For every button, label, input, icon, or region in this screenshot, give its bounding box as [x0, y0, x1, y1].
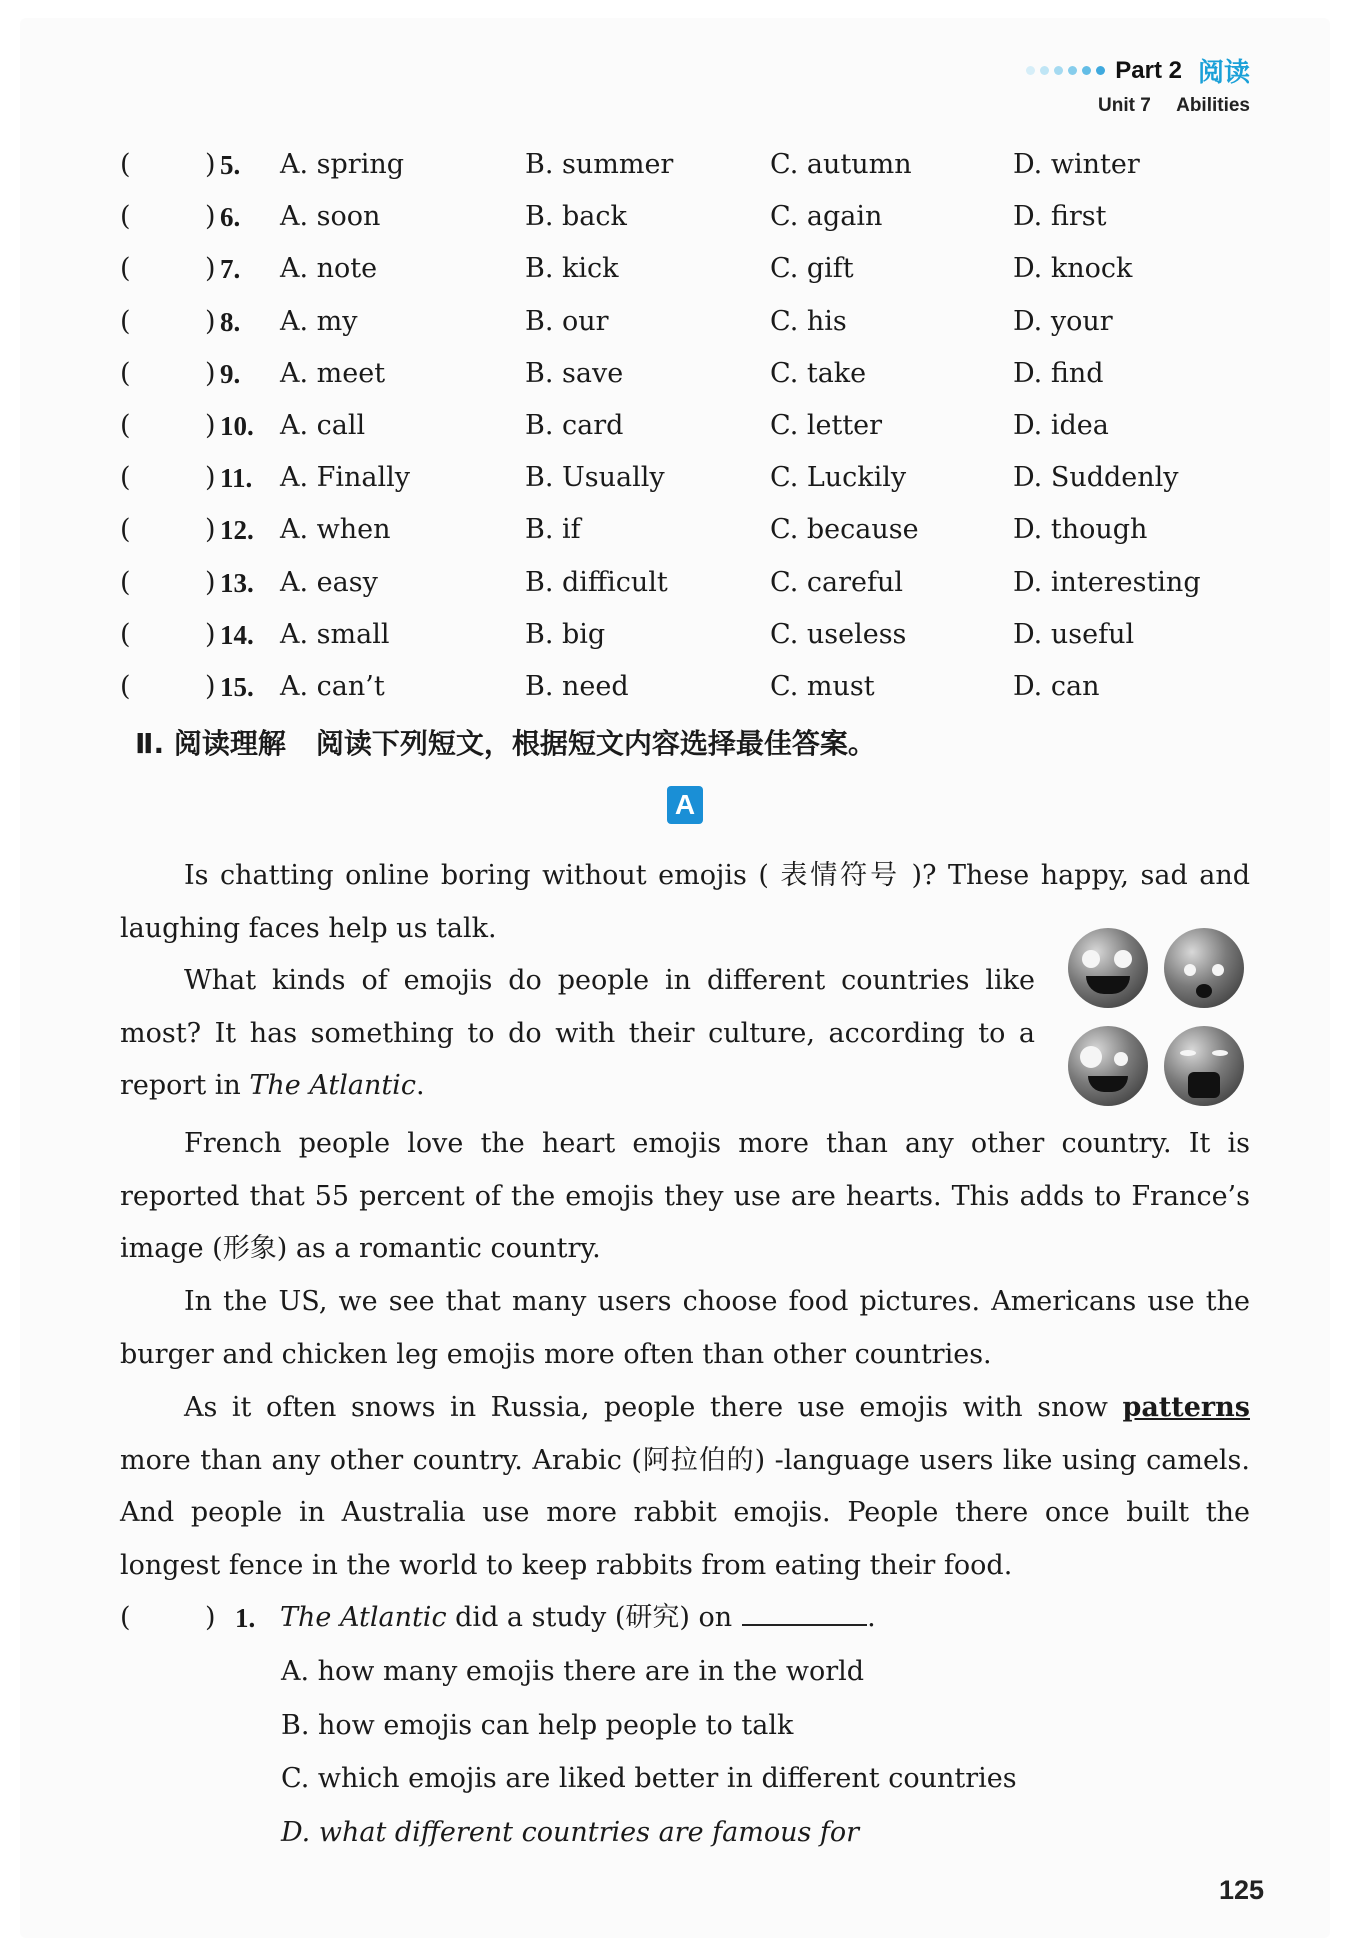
question-stem: The Atlantic did a study (研究) on . — [280, 1598, 876, 1638]
option-b: B. Usually — [525, 462, 665, 494]
option-c: C. his — [770, 305, 847, 337]
part-label: Part 2 — [1115, 56, 1182, 84]
vomiting-face-emoji-icon — [1164, 1026, 1244, 1106]
section-label: 阅读 — [1197, 57, 1250, 87]
passage-badge: A — [667, 786, 703, 824]
question-number: 8. — [220, 306, 241, 337]
section-instruction: 阅读下列短文，根据短文内容选择最佳答案。 — [315, 727, 876, 760]
answer-blank — [742, 1598, 867, 1626]
option-a: A. soon — [280, 201, 381, 233]
option-a: A. spring — [280, 149, 405, 180]
option-d: D. idea — [1013, 409, 1109, 441]
option-b: B. summer — [525, 149, 674, 180]
option-c: C. must — [770, 670, 875, 702]
passage-paragraph: In the US, we see that many users choose food pictures. Americans use the burger and chicken leg emojis more often than other countries. — [120, 1286, 1250, 1370]
option-c: C. Luckily — [770, 462, 907, 494]
option-d: D. first — [1013, 201, 1107, 233]
option-c: C. gift — [770, 253, 854, 285]
option-b: B. save — [525, 357, 624, 389]
option-d: D. find — [1013, 357, 1104, 389]
answer-choice: C. which emojis are liked better in different countries — [281, 1763, 1017, 1794]
question-number: 15. — [220, 671, 254, 702]
keyword-patterns: patterns — [1122, 1392, 1250, 1423]
question-number: 11. — [220, 463, 253, 494]
option-a: A. when — [280, 514, 391, 546]
option-a: A. meet — [280, 357, 386, 389]
option-b: B. our — [525, 305, 609, 337]
question-number: 1. — [235, 1603, 256, 1633]
question-number: 7. — [220, 254, 241, 285]
option-a: A. small — [280, 618, 390, 650]
section-title: Ⅱ. 阅读理解 — [135, 727, 286, 760]
option-a: A. easy — [280, 566, 378, 598]
question-number: 13. — [220, 567, 254, 598]
answer-choice: B. how emojis can help people to talk — [281, 1709, 794, 1741]
star-struck-emoji-icon — [1068, 928, 1148, 1008]
option-b: B. back — [525, 201, 627, 233]
unit-label: Unit 7 — [1098, 95, 1151, 116]
option-b: B. card — [525, 409, 624, 441]
zany-face-emoji-icon — [1068, 1026, 1148, 1106]
answer-choice: A. how many emojis there are in the world — [281, 1656, 865, 1687]
option-c: C. again — [770, 201, 883, 233]
answer-choice: D. what different countries are famous for — [281, 1816, 860, 1848]
option-c: C. autumn — [770, 149, 912, 180]
option-b: B. if — [525, 514, 581, 546]
page-number: 125 — [1218, 1875, 1264, 1905]
option-b: B. difficult — [525, 566, 668, 598]
answer-choices — [281, 1652, 1017, 1866]
option-c: C. because — [770, 514, 919, 546]
decorative-dots-icon — [1026, 66, 1105, 75]
option-d: D. your — [1013, 305, 1113, 337]
unit-title: Abilities — [1176, 95, 1250, 116]
option-c: C. useless — [770, 618, 907, 650]
question-number: 14. — [220, 619, 254, 650]
passage-paragraph: Is chatting online boring without emojis ( 表情符号 )? These happy, sad and laughing faces help us talk. — [120, 860, 1250, 944]
option-b: B. kick — [525, 253, 619, 285]
option-d: D. useful — [1013, 618, 1135, 650]
passage-paragraph: As it often snows in Russia, people there use emojis with snow patterns more than any other country. Arabic (阿拉伯的) -language users like using camels. And people in Australia use more rabbit emojis. People there once built the longest fence in the world to keep rabbits from eating their food. — [120, 1392, 1250, 1581]
emoji-illustration — [1068, 928, 1250, 1108]
option-c: C. careful — [770, 566, 903, 598]
question-number: 10. — [220, 410, 254, 441]
option-d: D. knock — [1013, 253, 1133, 285]
option-a: A. Finally — [280, 462, 411, 494]
option-d: D. interesting — [1013, 566, 1201, 598]
option-a: A. call — [280, 409, 366, 441]
section-heading — [135, 722, 876, 762]
option-b: B. big — [525, 618, 606, 650]
option-c: C. take — [770, 357, 867, 389]
source-title: The Atlantic — [249, 1070, 416, 1101]
exploding-head-emoji-icon — [1164, 928, 1244, 1008]
page-header — [1026, 52, 1250, 117]
option-d: D. though — [1013, 514, 1148, 546]
option-a: A. note — [280, 253, 378, 285]
option-c: C. letter — [770, 409, 883, 441]
question-number: 5. — [220, 150, 241, 180]
passage-paragraph: French people love the heart emojis more than any other country. It is reported that 55 percent of the emojis they use are hearts. This adds to France’s image (形象) as a romantic country. — [120, 1128, 1250, 1264]
option-a: A. can’t — [280, 670, 385, 702]
question-number: 9. — [220, 358, 241, 389]
option-d: D. winter — [1013, 149, 1140, 180]
option-a: A. my — [280, 305, 358, 337]
option-d: D. can — [1013, 670, 1100, 702]
option-b: B. need — [525, 670, 629, 702]
question-number: 12. — [220, 515, 254, 546]
passage-paragraph: What kinds of emojis do people in different countries like most? It has something to do with their culture, according to a report in The Atlantic. — [120, 965, 1035, 1101]
option-d: D. Suddenly — [1013, 462, 1179, 494]
question-number: 6. — [220, 202, 241, 233]
